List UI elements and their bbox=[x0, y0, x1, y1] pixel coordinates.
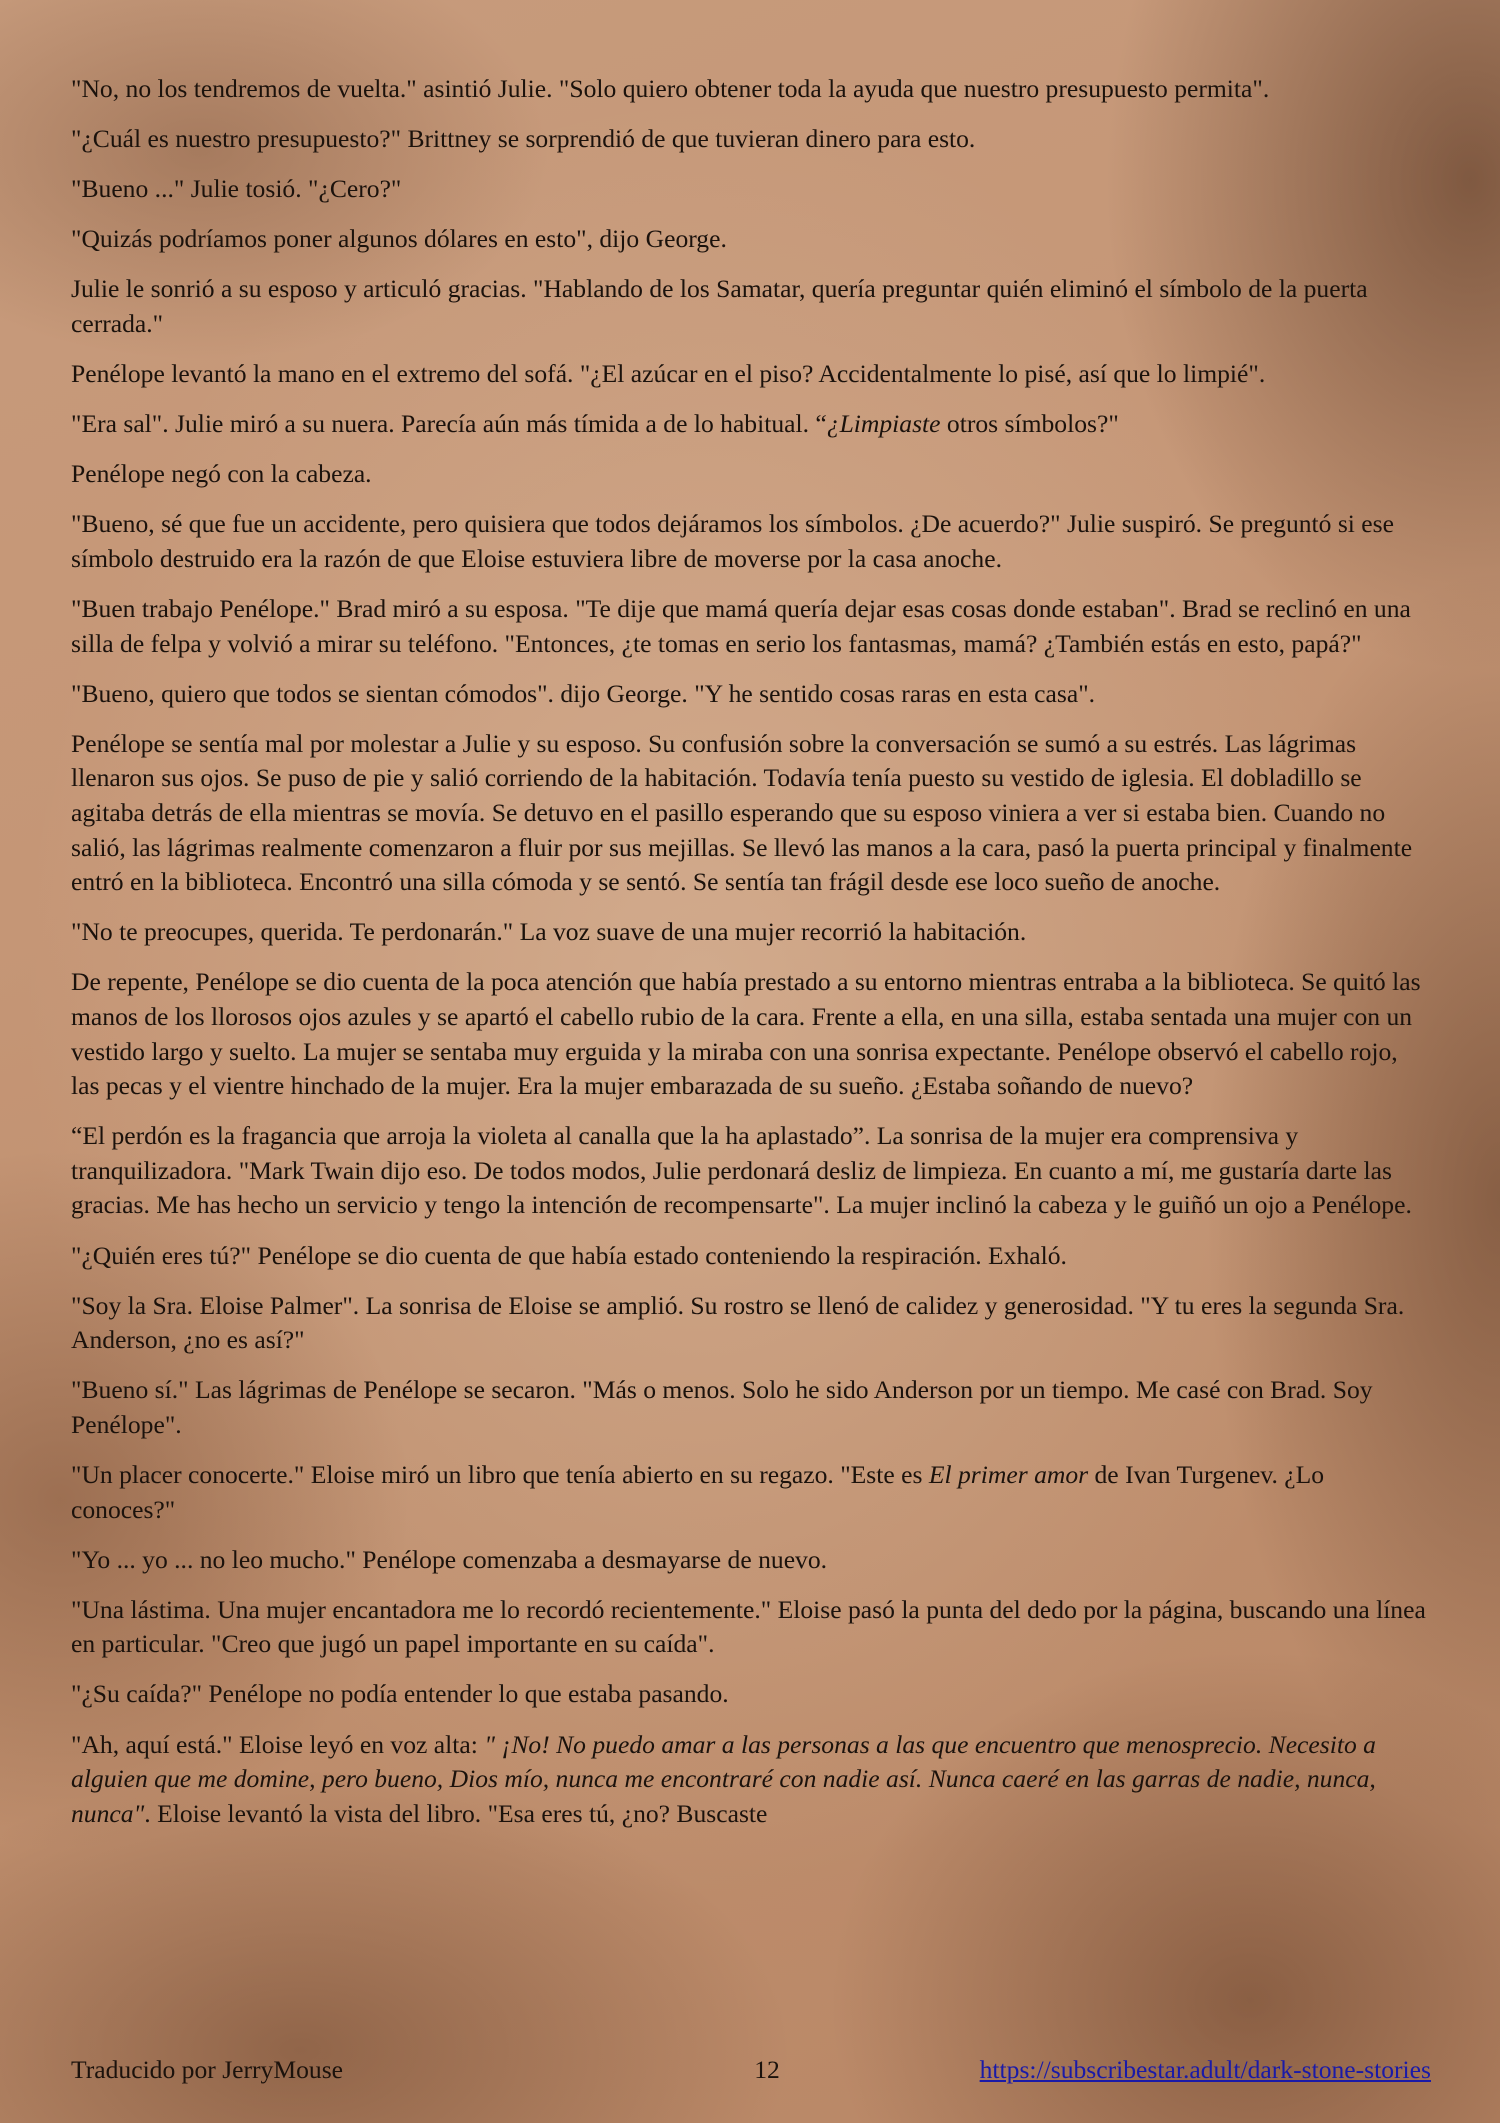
paragraph-text: Penélope negó con la cabeza. bbox=[71, 459, 372, 489]
story-paragraph bbox=[71, 915, 1431, 950]
paragraph-text: "Bueno, sé que fue un accidente, pero quisiera que todos dejáramos los símbolos. ¿De acuerdo?" Julie suspiró. Se preguntó si ese símbolo destruido era la razón de que Eloise estuviera libre de moverse por la casa anoche. bbox=[71, 509, 1394, 573]
story-paragraph bbox=[71, 727, 1431, 900]
translator-credit: Traducido por JerryMouse bbox=[71, 2055, 344, 2084]
paragraph-text: . Eloise levantó la vista del libro. "Esa eres tú, ¿no? Buscaste bbox=[144, 1798, 768, 1828]
paragraph-text: "No, no los tendremos de vuelta." asintió Julie. "Solo quiero obtener toda la ayuda que nuestro presupuesto permita". bbox=[71, 74, 1270, 103]
paragraph-text: "Quizás podríamos poner algunos dólares en esto", dijo George. bbox=[71, 224, 727, 254]
page-body bbox=[71, 72, 1431, 1847]
paragraph-text: "Un placer conocerte." Eloise miró un libro que tenía abierto en su regazo. "Este es bbox=[71, 1460, 929, 1489]
story-paragraph bbox=[71, 72, 1431, 107]
story-paragraph bbox=[71, 222, 1431, 257]
italic-text: ¿Limpiaste bbox=[826, 409, 941, 439]
story-paragraph bbox=[71, 122, 1431, 157]
paragraph-text: “El perdón es la fragancia que arroja la violeta al canalla que la ha aplastado”. La sonrisa de la mujer era comprensiva y tranquilizadora. "Mark Twain dijo eso. De todos modos, Julie perdonará desliz de limpieza. En cuanto a mí, me gustaría darte las gracias. Me has hecho un servicio y tengo la intención de recompensarte". La mujer inclinó la cabeza y le guiñó un ojo a Penélope. bbox=[71, 1121, 1412, 1220]
story-paragraph bbox=[71, 357, 1431, 392]
paragraph-text: "Era sal". Julie miró a su nuera. Parecía aún más tímida a de lo habitual. “ bbox=[71, 409, 827, 439]
story-paragraph bbox=[71, 1728, 1431, 1832]
subscribestar-link[interactable]: https://subscribestar.adult/dark-stone-stories bbox=[979, 2055, 1431, 2084]
paragraph-text: "Yo ... yo ... no leo mucho." Penélope comenzaba a desmayarse de nuevo. bbox=[71, 1544, 828, 1574]
story-paragraph bbox=[71, 1239, 1431, 1274]
paragraph-text: Penélope se sentía mal por molestar a Julie y su esposo. Su confusión sobre la conversación se sumó a su estrés. Las lágrimas llenaron sus ojos. Se puso de pie y salió corriendo de la habitación. Todavía tenía puesto su vestido de iglesia. El dobladillo se agitaba detrás de ella mientras se movía. Se detuvo en el pasillo esperando que su esposo viniera a ver si estaba bien. Cuando no salió, las lágrimas realmente comenzaron a fluir por sus mejillas. Se llevó las manos a la cara, pasó la puerta principal y finalmente entró en la biblioteca. Encontró una silla cómoda y se sentó. Se sentía tan frágil desde ese loco sueño de anoche. bbox=[71, 728, 1413, 897]
story-paragraph bbox=[71, 1458, 1431, 1527]
paragraph-text: Julie le sonrió a su esposo y articuló gracias. "Hablando de los Samatar, quería preguntar quién eliminó el símbolo de la puerta cerrada." bbox=[71, 274, 1368, 338]
paragraph-text: "Soy la Sra. Eloise Palmer". La sonrisa de Eloise se amplió. Su rostro se llenó de calidez y generosidad. "Y tu eres la segunda Sra. Anderson, ¿no es así?" bbox=[71, 1290, 1405, 1355]
paragraph-text: "¿Su caída?" Penélope no podía entender lo que estaba pasando. bbox=[71, 1679, 729, 1709]
paragraph-text: Penélope levantó la mano en el extremo del sofá. "¿El azúcar en el piso? Accidentalmente lo pisé, así que lo limpié". bbox=[71, 359, 1266, 389]
story-paragraph bbox=[71, 507, 1431, 576]
paragraph-text: De repente, Penélope se dio cuenta de la poca atención que había prestado a su entorno mientras entraba a la biblioteca. Se quitó las manos de los llorosos ojos azules y se apartó el cabello rubio de la cara. Frente a ella, en una silla, estaba sentada una mujer con un vestido largo y suelto. La mujer se sentaba muy erguida y la miraba con una sonrisa expectante. Penélope observó el cabello rojo, las pecas y el vientre hinchado de la mujer. Era la mujer embarazada de su sueño. ¿Estaba soñando de nuevo? bbox=[71, 967, 1421, 1101]
paragraph-text: "Bueno, quiero que todos se sientan cómodos". dijo George. "Y he sentido cosas raras en esta casa". bbox=[71, 678, 1096, 708]
story-paragraph bbox=[71, 1289, 1431, 1358]
page-footer bbox=[71, 2053, 1431, 2089]
story-paragraph bbox=[71, 1373, 1431, 1442]
paragraph-text: "Ah, aquí está." Eloise leyó en voz alta: bbox=[71, 1729, 485, 1759]
paragraph-text: "Bueno sí." Las lágrimas de Penélope se secaron. "Más o menos. Solo he sido Anderson por un tiempo. Me casé con Brad. Soy Penélope". bbox=[71, 1375, 1373, 1439]
paragraph-text: "¿Quién eres tú?" Penélope se dio cuenta de que había estado conteniendo la respiración. Exhaló. bbox=[71, 1240, 1067, 1270]
story-paragraph bbox=[71, 1543, 1431, 1578]
story-paragraph bbox=[71, 272, 1431, 341]
paragraph-text: "No te preocupes, querida. Te perdonarán." La voz suave de una mujer recorrió la habitación. bbox=[71, 917, 1027, 947]
story-paragraph bbox=[71, 677, 1431, 712]
page-number: 12 bbox=[754, 2055, 780, 2084]
paragraph-text: de Ivan Turgenev. ¿Lo conoces?" bbox=[71, 1460, 1325, 1524]
paragraph-text: "Buen trabajo Penélope." Brad miró a su esposa. "Te dije que mamá quería dejar esas cosas donde estaban". Brad se reclinó en una silla de felpa y volvió a mirar su teléfono. "Entonces, ¿te tomas en serio los fantasmas, mamá? ¿También estás en esto, papá?" bbox=[71, 594, 1411, 658]
story-paragraph bbox=[71, 1119, 1431, 1223]
italic-text: " ¡No! No puedo amar a las personas a las que encuentro que menosprecio. Necesito a alguien que me domine, pero bueno, Dios mío, nunca me encontraré con nadie así. Nunca caeré en las garras de nadie, nunca, nunca" bbox=[71, 1729, 1376, 1828]
story-paragraph bbox=[71, 1677, 1431, 1712]
story-paragraph bbox=[71, 407, 1431, 442]
paragraph-text: "Bueno ..." Julie tosió. "¿Cero?" bbox=[71, 174, 402, 204]
story-paragraph bbox=[71, 172, 1431, 207]
story-paragraph bbox=[71, 965, 1431, 1103]
italic-text: El primer amor bbox=[928, 1460, 1089, 1489]
story-paragraph bbox=[71, 592, 1431, 661]
story-paragraph bbox=[71, 457, 1431, 492]
story-paragraph bbox=[71, 1593, 1431, 1662]
paragraph-text: otros símbolos?" bbox=[940, 409, 1119, 439]
paragraph-text: "Una lástima. Una mujer encantadora me lo recordó recientemente." Eloise pasó la punta del dedo por la página, buscando una línea en particular. "Creo que jugó un papel importante en su caída". bbox=[71, 1594, 1426, 1659]
paragraph-text: "¿Cuál es nuestro presupuesto?" Brittney se sorprendió de que tuvieran dinero para esto. bbox=[71, 124, 976, 154]
